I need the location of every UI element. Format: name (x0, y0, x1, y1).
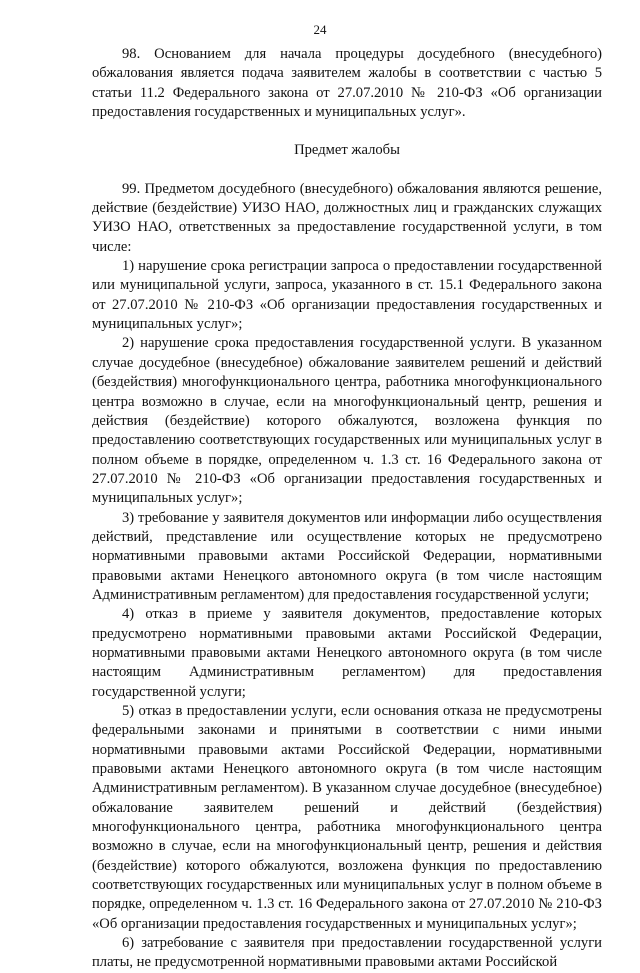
list-item-1: 1) нарушение срока регистрации запроса о предоставлении государственной или муниципальной услуги, запроса, указанного в ст. 15.1 Федерального закона от 27.07.2010 № 210-ФЗ «Об организации предоставления государственных и муниципальных услуг»; (92, 258, 602, 333)
list-item-2: 2) нарушение срока предоставления государственной услуги. В указанном случае досудебное (внесудебное) обжалование заявителем решений и действий (бездействия) многофункционального центра, работника многофункционального центра возможно в случае, если на многофункциональный центр, решения и действия (бездействие) которого обжалуются, возложена функция по предоставлению соответствующих государственных или муниципальных услуг в полном объеме в порядке, определенном ч. 1.3 ст. 16 Федерального закона от 27.07.2010 № 210-ФЗ «Об организации предоставления государственных и муниципальных услуг»; (92, 335, 602, 507)
list-item-4: 4) отказ в приеме у заявителя документов, предоставление которых предусмотрено нормативными правовыми актами Российской Федерации, нормативными правовыми актами Ненецкого автономного округа (в том числе настоящим Административным регламентом) для предоставления государственной услуги; (92, 606, 602, 700)
paragraph-99: 99. Предметом досудебного (внесудебного) обжалования являются решение, действие (бездействие) УИЗО НАО, должностных лиц и гражданских служащих УИЗО НАО, ответственных за предоставление государственной услуги, в том числе: (92, 180, 602, 255)
list-item-6: 6) затребование с заявителя при предоставлении государственной услуги платы, не предусмотренной нормативными правовыми актами Российской (92, 935, 602, 971)
page-number: 24 (313, 22, 327, 37)
paragraph-98: 98. Основанием для начала процедуры досудебного (внесудебного) обжалования является подача заявителем жалобы в соответствии с частью 5 статьи 11.2 Федерального закона от 27.07.2010 № 210-ФЗ «Об организации предоставления государственных и муниципальных услуг». (92, 46, 602, 121)
list-item-5: 5) отказ в предоставлении услуги, если основания отказа не предусмотрены федеральными законами и принятыми в соответствии с ними иными нормативными правовыми актами Российской Федерации, нормативными правовыми актами Ненецкого автономного округа (в том числе настоящим Административным регламентом). В указанном случае досудебное (внесудебное) обжалование заявителем решений и действий (бездействия) многофункционального центра, работника многофункционального центра возможно в случае, если на многофункциональный центр, решения и действия (бездействие) которого обжалуются, возложена функция по предоставлению соответствующих государственных или муниципальных услуг в полном объеме в порядке, определенном ч. 1.3 ст. 16 Федерального закона от 27.07.2010 № 210-ФЗ «Об организации предоставления государственных и муниципальных услуг»; (92, 703, 602, 932)
list-item-3: 3) требование у заявителя документов или информации либо осуществления действий, представление или осуществление которых не предусмотрено нормативными правовыми актами Российской Федерации, нормативными правовыми актами Ненецкого автономного округа (в том числе настоящим Административным регламентом) для предоставления государственной услуги; (92, 509, 602, 603)
section-heading: Предмет жалобы (294, 142, 400, 159)
document-body (92, 45, 602, 973)
